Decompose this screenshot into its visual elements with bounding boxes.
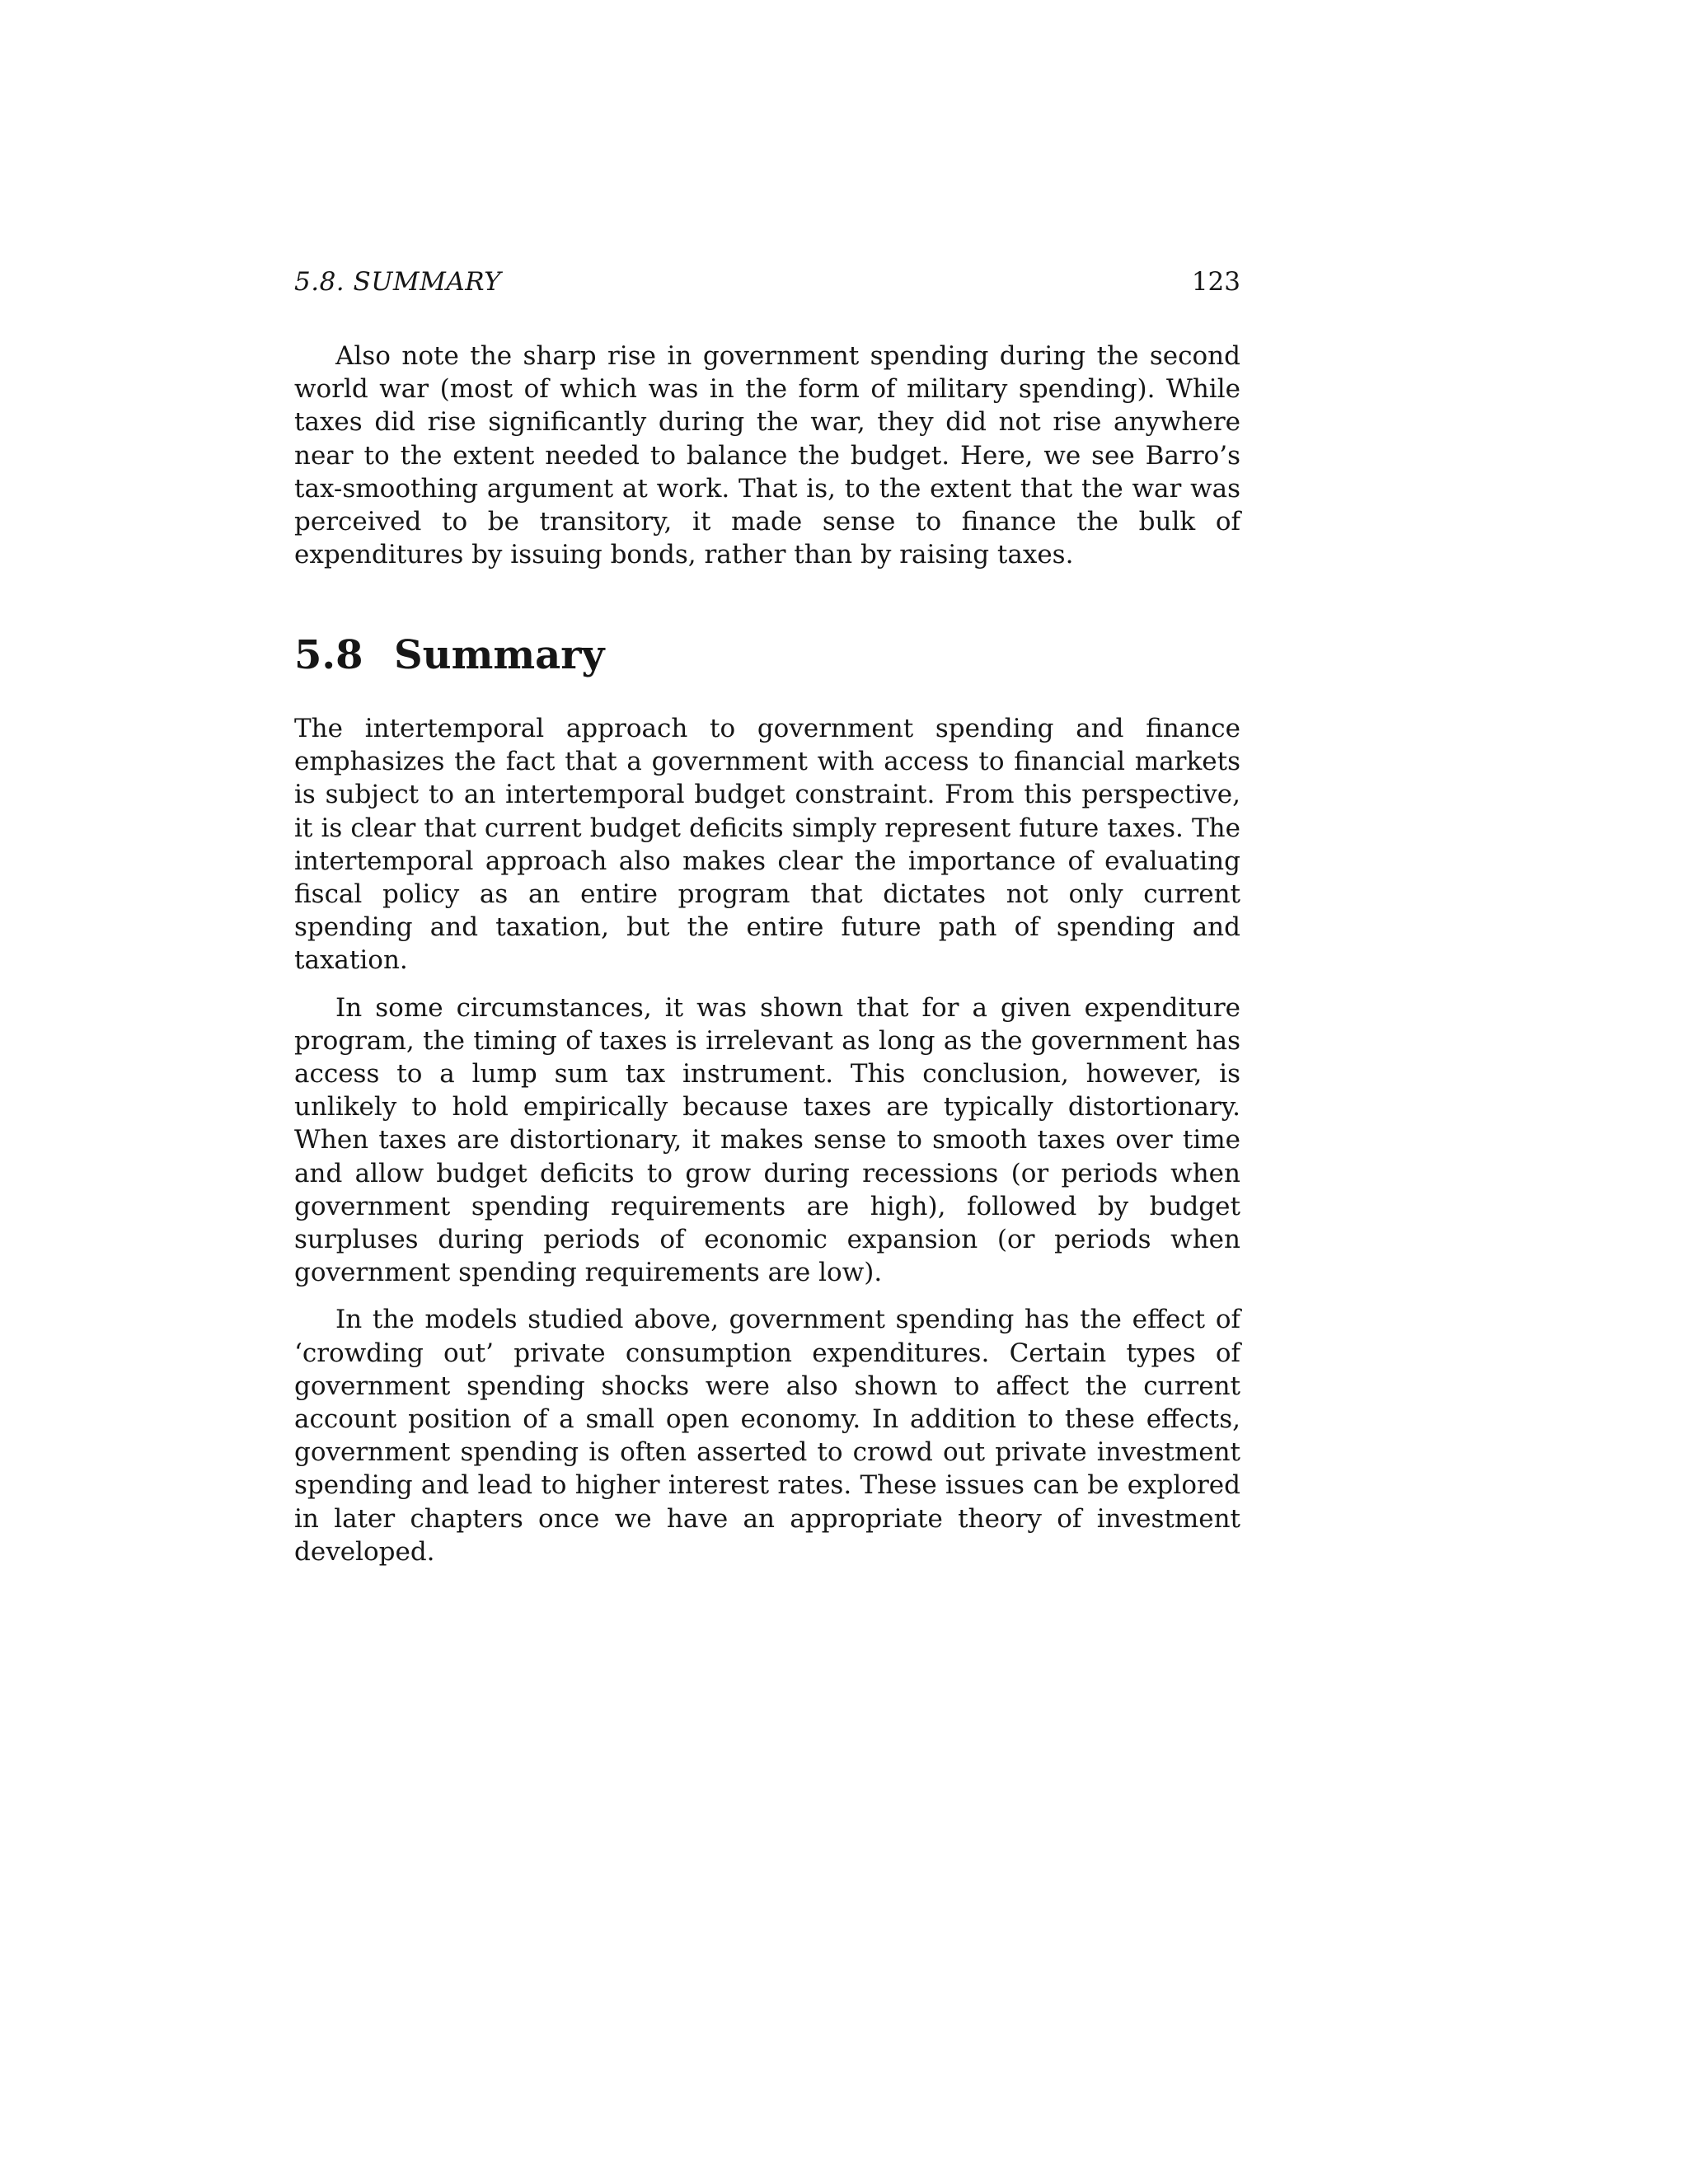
paragraph: The intertemporal approach to government spending and finance emphasizes the fact that a government with access to financial markets is subject to an intertemporal budget constraint. From this perspective, it is clear that current budget deficits simply represent future taxes. The intertemporal approach also makes clear the importance of evaluating fiscal policy as an entire program that dictates not only current spending and taxation, but the entire future path of spending and taxation. bbox=[294, 714, 1240, 976]
paragraph: Also note the sharp rise in government spending during the second world war (most of which was in the form of military spending). While taxes did rise significantly during the war, they did not rise anywhere near to the extent needed to balance the budget. Here, we see Barro’s tax-smoothing argument at work. That is, to the extent that the war was perceived to be transitory, it made sense to finance the bulk of expenditures by issuing bonds, rather than by raising taxes. bbox=[294, 341, 1240, 570]
intro-text bbox=[294, 340, 1240, 571]
section-number: 5.8 bbox=[294, 632, 363, 678]
running-head-section: 5.8. SUMMARY bbox=[294, 267, 502, 297]
running-header bbox=[294, 262, 1240, 302]
section-title: Summary bbox=[394, 632, 605, 678]
section-heading bbox=[294, 627, 604, 683]
paragraph: In the models studied above, government spending has the effect of ‘crowding out’ private consumption expenditures. Certain types of government spending shocks were also shown to affect the current account position of a small open economy. In addition to these effects, government spending is often asserted to crowd out private investment spending and lead to higher interest rates. These issues can be explored in later chapters once we have an appropriate theory of investment developed. bbox=[294, 1305, 1240, 1567]
page-number: 123 bbox=[1191, 267, 1240, 297]
paragraph: In some circumstances, it was shown that for a given expenditure program, the timing of taxes is irrelevant as long as the government has access to a lump sum tax instrument. This conclusion, however, is unlikely to hold empirically because taxes are typically distortionary. When taxes are distortionary, it makes sense to smooth taxes over time and allow budget deficits to grow during recessions (or periods when government spending requirements are high), followed by budget surpluses during periods of economic expansion (or periods when government spending requirements are low). bbox=[294, 992, 1240, 1288]
section-body bbox=[294, 712, 1240, 1568]
